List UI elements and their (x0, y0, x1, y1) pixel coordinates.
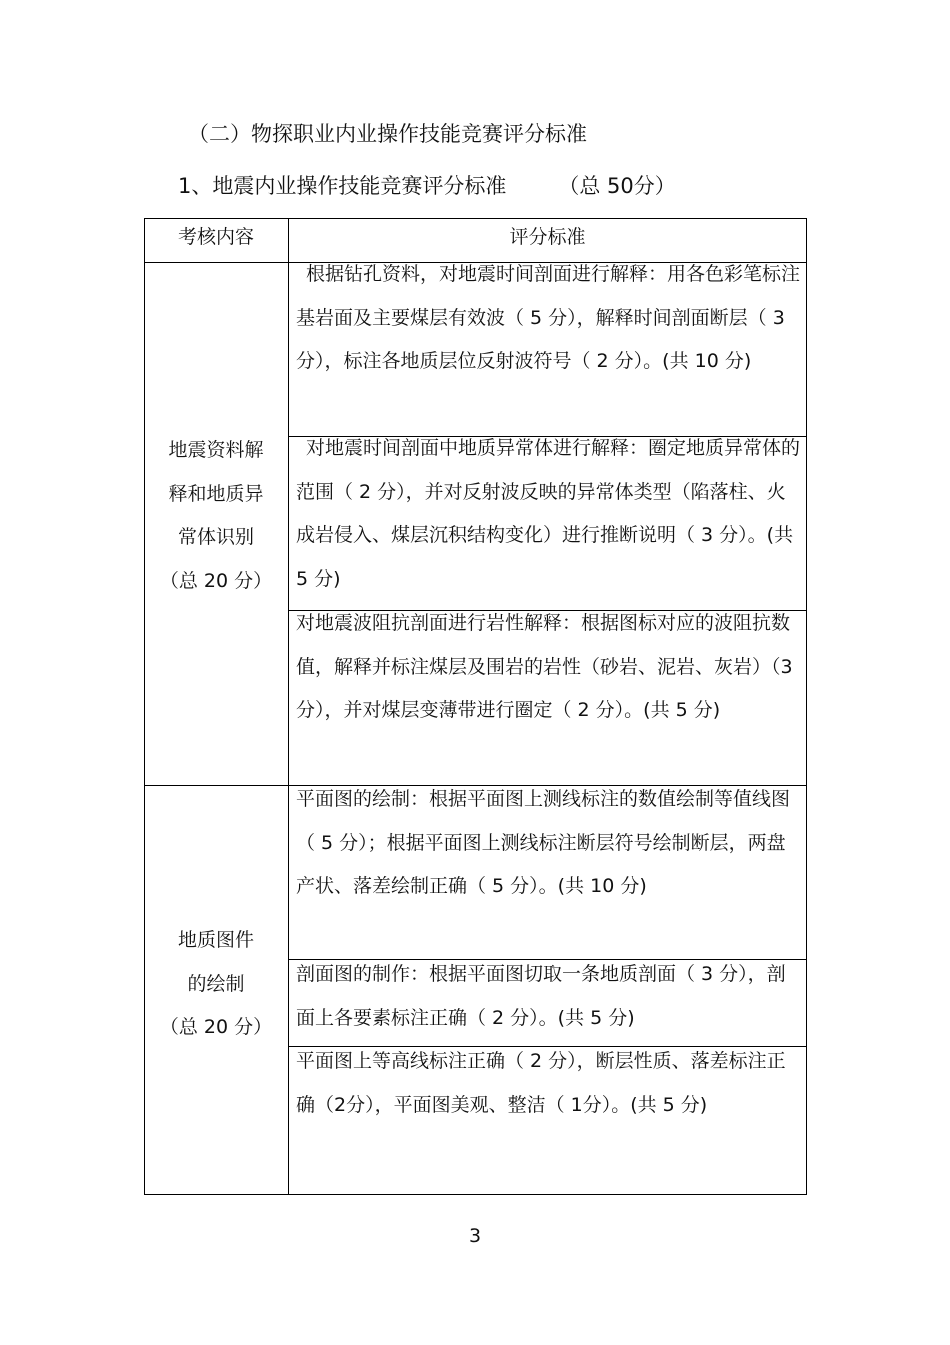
subsection-heading (178, 170, 676, 200)
category-line: 释和地质异 (168, 482, 264, 505)
subsection-total: （总 50分） (558, 174, 676, 198)
category-geological-drawing (144, 919, 288, 1050)
category-line: （总 20 分） (159, 1016, 273, 1038)
category-line: 地震资料解 (168, 439, 264, 461)
category-line: 常体识别 (177, 526, 254, 548)
section-title: （二）物探职业内业操作技能竞赛评分标准 (188, 122, 587, 146)
criterion-text: 对地震波阻抗剖面进行岩性解释：根据图标对应的波阻抗数值，解释并标注煤层及围岩的岩性（砂岩、泥岩、灰岩）（3 分），并对煤层变薄带进行圈定（ 2 分）。(共 5 分) (296, 612, 793, 721)
criterion-text: 平面图的绘制：根据平面图上测线标注的数值绘制等值线图（ 5 分）；根据平面图上测线标注断层符号绘制断层，两盘产状、落差绘制正确（ 5 分）。(共 10 分) (296, 788, 791, 897)
category-line: 地质图件 (177, 929, 254, 951)
criterion-text: 剖面图的制作：根据平面图切取一条地质剖面（ 3 分），剖面上各要素标注正确（ 2 分）。(共 5 分) (296, 963, 786, 1029)
criterion-text: 根据钻孔资料，对地震时间剖面进行解释：用各色彩笔标注基岩面及主要煤层有效波（ 5 分），解释时间剖面断层（ 3 分），标注各地质层位反射波符号（ 2 分）。(共 10 分) (296, 263, 801, 372)
scoring-table (144, 218, 807, 1195)
category-seismic-interpretation (144, 429, 288, 603)
subsection-title: 1、地震内业操作技能竞赛评分标准 (178, 174, 507, 198)
criterion-text: 对地震时间剖面中地质异常体进行解释：圈定地质异常体的范围（ 2 分），并对反射波反映的异常体类型（陷落柱、火成岩侵入、煤层沉积结构变化）进行推断说明（ 3 分）。(共 5 分) (296, 437, 801, 590)
header-scoring-criteria: 评分标准 (509, 226, 586, 248)
header-assessment-content: 考核内容 (177, 226, 254, 248)
category-line: （总 20 分） (159, 569, 273, 592)
page-number: 3 (468, 1225, 482, 1247)
criterion-text: 平面图上等高线标注正确（ 2 分），断层性质、落差标注正确（2分），平面图美观、整洁（ 1分）。(共 5 分) (296, 1050, 786, 1116)
category-line: 的绘制 (187, 972, 245, 995)
